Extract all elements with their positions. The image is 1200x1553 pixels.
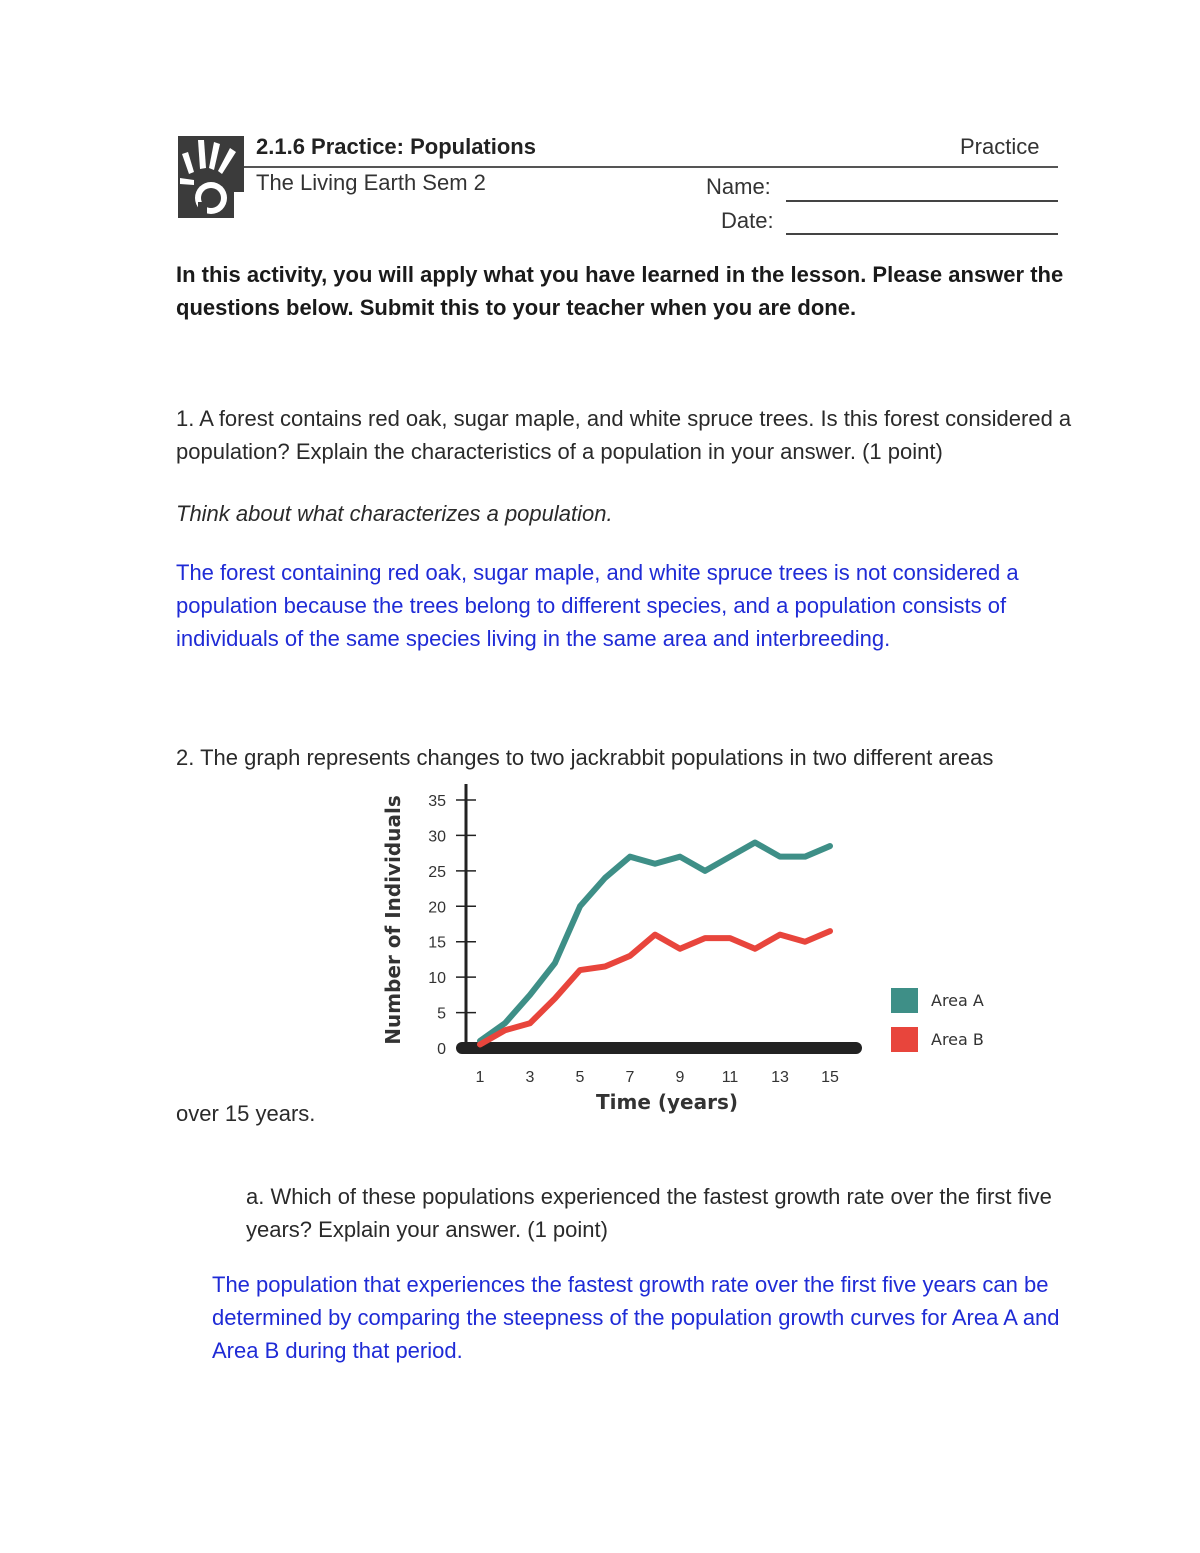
legend-label-area-a: Area A <box>931 991 984 1010</box>
x-tick-label-7: 7 <box>625 1069 635 1086</box>
question-2a-answer: The population that experiences the fastest growth rate over the first five years can be determined by comparing the steepness of the population growth curves for Area A and Area B during that period. <box>212 1272 1060 1363</box>
document-type-label: Practice <box>960 134 1040 159</box>
course-name: The Living Earth Sem 2 <box>256 170 486 195</box>
page-title: 2.1.6 Practice: Populations <box>256 134 536 159</box>
date-field[interactable] <box>786 233 1058 235</box>
y-tick-label-0: 0 <box>437 1041 446 1058</box>
population-line-chart <box>376 784 1016 1124</box>
x-tick-label-1: 1 <box>475 1069 485 1086</box>
name-field[interactable] <box>786 200 1058 202</box>
x-tick-label-11: 11 <box>721 1069 739 1086</box>
question-2a-text: a. Which of these populations experienced the fastest growth rate over the first five years? Explain your answer. (1 point) <box>246 1184 1052 1242</box>
question-1-text: 1. A forest contains red oak, sugar maple, and white spruce trees. Is this forest considered a population? Explain the characteristics of a population in your answer. (1 point) <box>176 406 1072 464</box>
y-tick-label-10: 10 <box>428 970 446 988</box>
x-tick-label-9: 9 <box>675 1069 685 1086</box>
question-1-answer: The forest containing red oak, sugar maple, and white spruce trees is not considered a population because the trees belong to different species, and a population consists of individuals of the same species living in the same area and interbreeding. <box>176 560 1019 651</box>
name-label: Name: <box>706 174 771 199</box>
y-tick-label-35: 35 <box>428 793 446 810</box>
date-label: Date: <box>721 208 774 233</box>
y-tick-label-5: 5 <box>437 1005 446 1023</box>
y-tick-label-30: 30 <box>428 828 446 846</box>
x-axis-title: Time (years) <box>595 1090 739 1114</box>
question-1-hint: Think about what characterizes a population. <box>176 501 613 526</box>
x-tick-label-5: 5 <box>575 1069 585 1086</box>
y-axis-title: Number of Individuals <box>381 795 405 1045</box>
y-tick-label-15: 15 <box>428 934 446 952</box>
x-tick-label-15: 15 <box>821 1069 839 1086</box>
y-tick-label-25: 25 <box>428 863 446 881</box>
chart-svg <box>376 784 1016 1124</box>
question-2-text-end: over 15 years. <box>176 1101 316 1126</box>
legend-swatch-area-a <box>891 988 918 1013</box>
legend-label-area-b: Area B <box>931 1030 984 1049</box>
intro-text: In this activity, you will apply what you have learned in the lesson. Please answer the questions below. Submit this to your teacher when you are done. <box>176 262 1064 320</box>
question-2-text: 2. The graph represents changes to two jackrabbit populations in two different areas <box>176 745 994 770</box>
x-tick-label-13: 13 <box>771 1069 789 1086</box>
header-divider <box>244 166 1058 168</box>
x-tick-label-3: 3 <box>525 1069 535 1086</box>
y-tick-label-20: 20 <box>428 899 446 917</box>
series-line-area-a <box>480 843 830 1041</box>
legend-swatch-area-b <box>891 1027 918 1052</box>
sun-face-logo-icon <box>178 136 244 218</box>
